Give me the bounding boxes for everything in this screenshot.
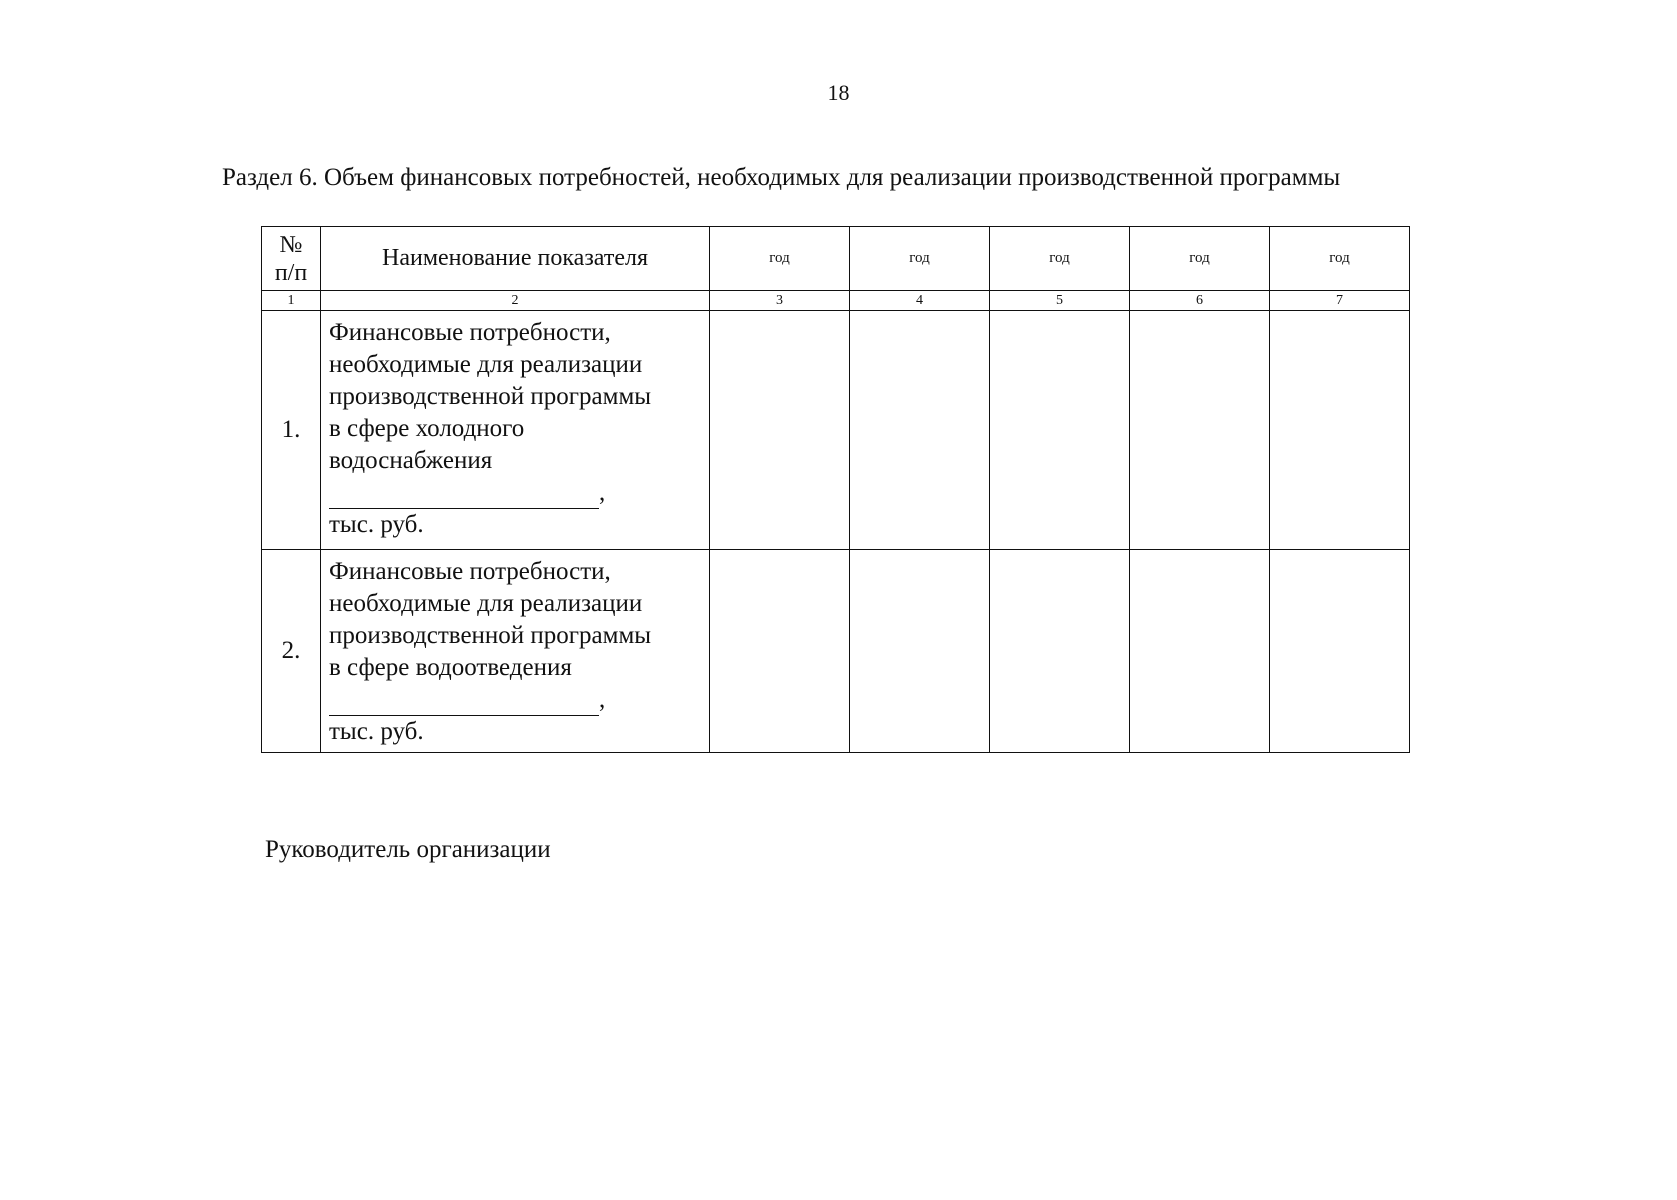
indicator-line: необходимые для реализации <box>329 590 643 617</box>
value-cell <box>710 311 850 550</box>
indicator-line: необходимые для реализации <box>329 351 643 378</box>
header-num-symbol: № <box>279 231 303 258</box>
header-year-cell: год <box>1270 227 1410 291</box>
column-number: 4 <box>850 291 990 311</box>
header-year-cell: год <box>990 227 1130 291</box>
indicator-line: Финансовые потребности, <box>329 558 611 585</box>
column-number: 1 <box>262 291 321 311</box>
unit-label: тыс. руб. <box>329 511 424 538</box>
unit-label: тыс. руб. <box>329 718 424 745</box>
value-cell <box>1130 311 1270 550</box>
row-indicator-name <box>321 550 710 753</box>
column-number-row <box>262 291 1410 311</box>
header-num-abbr: п/п <box>274 259 308 286</box>
indicator-line: производственной программы <box>329 383 652 410</box>
indicator-line: водоснабжения <box>329 447 493 474</box>
table-row <box>262 550 1410 753</box>
financial-needs-table <box>261 226 1410 753</box>
row-indicator-name <box>321 311 710 550</box>
value-cell <box>1130 550 1270 753</box>
signature-label: Руководитель организации <box>265 836 551 863</box>
table-row <box>262 311 1410 550</box>
indicator-line: Финансовые потребности, <box>329 319 611 346</box>
table-header-row <box>262 227 1410 291</box>
value-cell <box>850 311 990 550</box>
blank-fill-line <box>329 477 701 509</box>
column-number: 2 <box>321 291 710 311</box>
row-number: 1. <box>262 311 321 550</box>
header-name-cell: Наименование показателя <box>321 227 710 291</box>
indicator-line: в сфере водоотведения <box>329 654 572 681</box>
value-cell <box>1270 311 1410 550</box>
blank-fill-line <box>329 684 701 716</box>
value-cell <box>850 550 990 753</box>
blank-suffix: , <box>599 686 606 713</box>
header-year-cell: год <box>710 227 850 291</box>
column-number: 6 <box>1130 291 1270 311</box>
header-num-cell <box>262 227 321 291</box>
row-number: 2. <box>262 550 321 753</box>
value-cell <box>1270 550 1410 753</box>
column-number: 7 <box>1270 291 1410 311</box>
value-cell <box>990 550 1130 753</box>
value-cell <box>990 311 1130 550</box>
header-year-cell: год <box>850 227 990 291</box>
blank-underline <box>329 482 599 509</box>
section-title: Раздел 6. Объем финансовых потребностей, необходимых для реализации производственной программы <box>222 164 1341 191</box>
blank-underline <box>329 689 599 716</box>
blank-suffix: , <box>599 479 606 506</box>
indicator-line: производственной программы <box>329 622 652 649</box>
column-number: 5 <box>990 291 1130 311</box>
value-cell <box>710 550 850 753</box>
page-number: 18 <box>827 80 850 105</box>
column-number: 3 <box>710 291 850 311</box>
header-year-cell: год <box>1130 227 1270 291</box>
indicator-line: в сфере холодного <box>329 415 525 442</box>
